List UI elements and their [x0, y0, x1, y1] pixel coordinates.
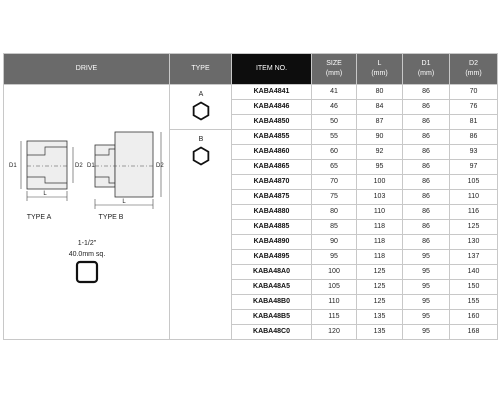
length-cell: 125 [357, 280, 403, 295]
item-no-cell: KABA48B5 [232, 310, 312, 325]
header-type: TYPE [170, 54, 232, 85]
header-d1-label: D1 [421, 60, 431, 67]
type-b-figure [171, 130, 231, 170]
d1-cell: 86 [403, 85, 450, 100]
d1-cell: 95 [403, 325, 450, 340]
d1-cell: 86 [403, 190, 450, 205]
header-d2 [450, 54, 498, 85]
socket-type-b-drawing [95, 132, 161, 209]
size-cell: 120 [312, 325, 357, 340]
header-size-label: SIZE [326, 60, 342, 67]
hexagon-icon [193, 103, 208, 120]
d1-cell: 95 [403, 280, 450, 295]
size-cell: 100 [312, 265, 357, 280]
item-no-cell: KABA48B0 [232, 295, 312, 310]
size-cell: 105 [312, 280, 357, 295]
type-a-figure [171, 85, 231, 125]
type-a [170, 85, 232, 130]
item-no-cell: KABA4880 [232, 205, 312, 220]
square-drive-icon [77, 262, 97, 282]
d2-cell: 97 [450, 160, 498, 175]
drive-square-label: 40.0mm sq. [68, 251, 105, 258]
header-d1 [403, 54, 450, 85]
d1-cell: 95 [403, 310, 450, 325]
d1-cell: 86 [403, 100, 450, 115]
hexagon-icon [193, 148, 208, 165]
item-no-cell: KABA4865 [232, 160, 312, 175]
size-cell: 115 [312, 310, 357, 325]
item-no-cell: KABA4890 [232, 235, 312, 250]
header-l [357, 54, 403, 85]
size-cell: 75 [312, 190, 357, 205]
length-cell: 135 [357, 325, 403, 340]
size-cell: 65 [312, 160, 357, 175]
header-d2-unit: (mm) [465, 70, 482, 77]
d1-cell: 86 [403, 130, 450, 145]
length-cell: 135 [357, 310, 403, 325]
length-cell: 118 [357, 220, 403, 235]
d2-cell: 93 [450, 145, 498, 160]
d2-cell: 130 [450, 235, 498, 250]
d1-cell: 95 [403, 265, 450, 280]
length-cell: 90 [357, 130, 403, 145]
length-cell: 118 [357, 250, 403, 265]
header-item-no: ITEM NO. [232, 54, 312, 85]
item-no-cell: KABA48A5 [232, 280, 312, 295]
item-no-cell: KABA4870 [232, 175, 312, 190]
type-a-caption: TYPE A [26, 214, 51, 221]
socket-type-a-drawing [21, 141, 73, 201]
length-cell: 92 [357, 145, 403, 160]
size-cell: 50 [312, 115, 357, 130]
d2-cell: 137 [450, 250, 498, 265]
d2-cell: 160 [450, 310, 498, 325]
type-b-label: B [198, 136, 203, 143]
d2-cell: 81 [450, 115, 498, 130]
d1-cell: 86 [403, 175, 450, 190]
item-no-cell: KABA4885 [232, 220, 312, 235]
d1-cell: 86 [403, 220, 450, 235]
d1-cell: 86 [403, 235, 450, 250]
item-no-cell: KABA4855 [232, 130, 312, 145]
header-size-unit: (mm) [325, 70, 343, 77]
length-cell: 118 [357, 235, 403, 250]
d1-cell: 86 [403, 160, 450, 175]
length-cell: 103 [357, 190, 403, 205]
header-d2-label: D2 [469, 60, 478, 67]
header-l-unit: (mm) [371, 70, 388, 77]
d2-cell: 150 [450, 280, 498, 295]
type-b-caption: TYPE B [98, 214, 123, 221]
item-no-cell: KABA48C0 [232, 325, 312, 340]
d1-cell: 86 [403, 205, 450, 220]
length-cell: 84 [357, 100, 403, 115]
type-a-label: A [198, 91, 203, 98]
drive-diagram-cell [4, 85, 170, 340]
item-no-cell: KABA4846 [232, 100, 312, 115]
d2-cell: 70 [450, 85, 498, 100]
type-b-d2-label: D2 [155, 163, 164, 169]
d2-cell: 140 [450, 265, 498, 280]
type-b [170, 130, 232, 340]
size-cell: 46 [312, 100, 357, 115]
socket-diagram [5, 85, 169, 335]
size-cell: 90 [312, 235, 357, 250]
d1-cell: 86 [403, 115, 450, 130]
d2-cell: 155 [450, 295, 498, 310]
length-cell: 125 [357, 265, 403, 280]
item-no-cell: KABA4841 [232, 85, 312, 100]
size-cell: 60 [312, 145, 357, 160]
type-b-d1-label: D1 [86, 163, 95, 169]
d1-cell: 95 [403, 250, 450, 265]
d1-cell: 95 [403, 295, 450, 310]
header-l-label: L [377, 60, 382, 67]
header-size [312, 54, 357, 85]
type-a-d2-label: D2 [74, 163, 83, 169]
d1-cell: 86 [403, 145, 450, 160]
d2-cell: 76 [450, 100, 498, 115]
d2-cell: 105 [450, 175, 498, 190]
type-a-l-label: L [42, 191, 47, 197]
type-b-l-label: L [121, 199, 126, 205]
length-cell: 80 [357, 85, 403, 100]
length-cell: 100 [357, 175, 403, 190]
size-cell: 70 [312, 175, 357, 190]
d2-cell: 125 [450, 220, 498, 235]
d2-cell: 86 [450, 130, 498, 145]
size-cell: 95 [312, 250, 357, 265]
size-cell: 55 [312, 130, 357, 145]
table-row [4, 85, 498, 100]
drive-size-label: 1-1/2" [77, 240, 96, 247]
d2-cell: 110 [450, 190, 498, 205]
length-cell: 125 [357, 295, 403, 310]
spec-table [3, 53, 498, 340]
size-cell: 80 [312, 205, 357, 220]
length-cell: 110 [357, 205, 403, 220]
header-drive: DRIVE [4, 54, 170, 85]
d2-cell: 168 [450, 325, 498, 340]
length-cell: 95 [357, 160, 403, 175]
header-d1-unit: (mm) [417, 70, 435, 77]
length-cell: 87 [357, 115, 403, 130]
item-no-cell: KABA4850 [232, 115, 312, 130]
item-no-cell: KABA4875 [232, 190, 312, 205]
size-cell: 85 [312, 220, 357, 235]
item-no-cell: KABA48A0 [232, 265, 312, 280]
item-no-cell: KABA4895 [232, 250, 312, 265]
header-row [4, 54, 498, 85]
type-a-d1-label: D1 [8, 163, 17, 169]
item-no-cell: KABA4860 [232, 145, 312, 160]
d2-cell: 116 [450, 205, 498, 220]
size-cell: 110 [312, 295, 357, 310]
size-cell: 41 [312, 85, 357, 100]
